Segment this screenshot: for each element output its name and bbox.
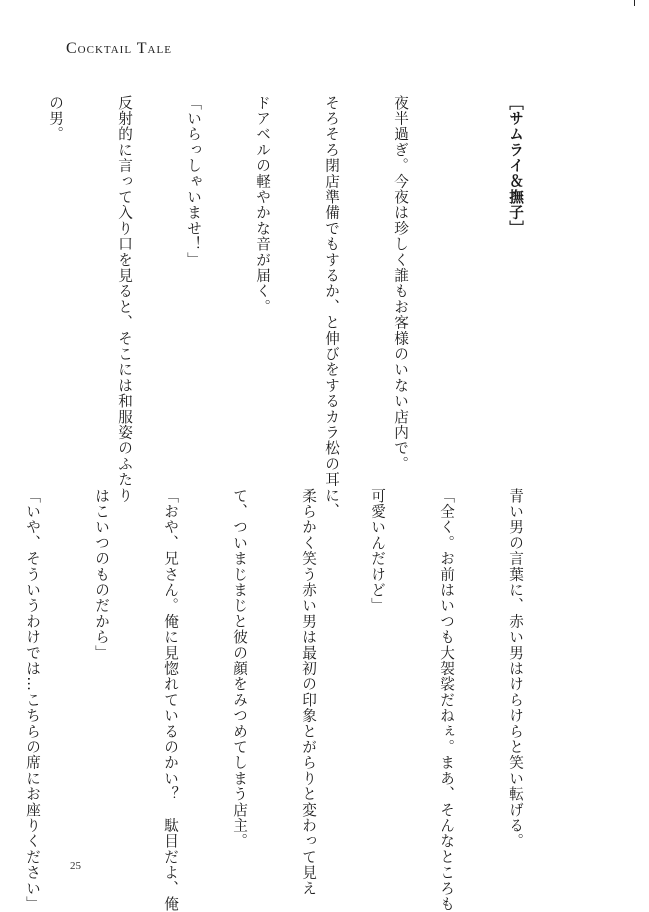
- text-line: の男。: [47, 95, 64, 143]
- text-line: 「おや、兄さん。俺に見惚れているのかい？ 駄目だよ、俺: [162, 488, 179, 912]
- crop-mark: [634, 0, 635, 6]
- text-line: 「全く。お前はいつも大袈裟だねぇ。まあ、そんなところも: [438, 488, 455, 912]
- text-line: 青い男の言葉に、赤い男はけらけらと笑い転げる。: [507, 488, 524, 850]
- text-line: て、ついまじまじと彼の顔をみつめてしまう店主。: [231, 488, 248, 850]
- text-line: 夜半過ぎ。今夜は珍しく誰もお客様のいない店内で。: [392, 95, 409, 472]
- text-line: そろそろ閉店準備でもするか、と伸びをするカラ松の耳に、: [323, 95, 340, 519]
- text-line: 「いらっしゃいませ！」: [185, 95, 202, 268]
- running-head: Cocktail Tale: [66, 40, 172, 57]
- text-line: はこいつのものだから」: [93, 488, 110, 661]
- text-line: 柔らかく笑う赤い男は最初の印象とがらりと変わって見え: [300, 488, 317, 897]
- text-line: 反射的に言って入り口を見ると、そこには和服姿のふたり: [116, 95, 133, 504]
- text-line: ドアベルの軽やかな音が届く。: [254, 95, 271, 315]
- text-block-upper: [0, 95, 573, 519]
- text-line: 可愛いんだけど」: [369, 488, 386, 614]
- page-number: 25: [70, 860, 81, 872]
- section-heading: ［サムライ＆撫子］: [507, 95, 524, 237]
- text-line: 「いや、そういうわけでは…こちらの席にお座りください」: [24, 488, 41, 912]
